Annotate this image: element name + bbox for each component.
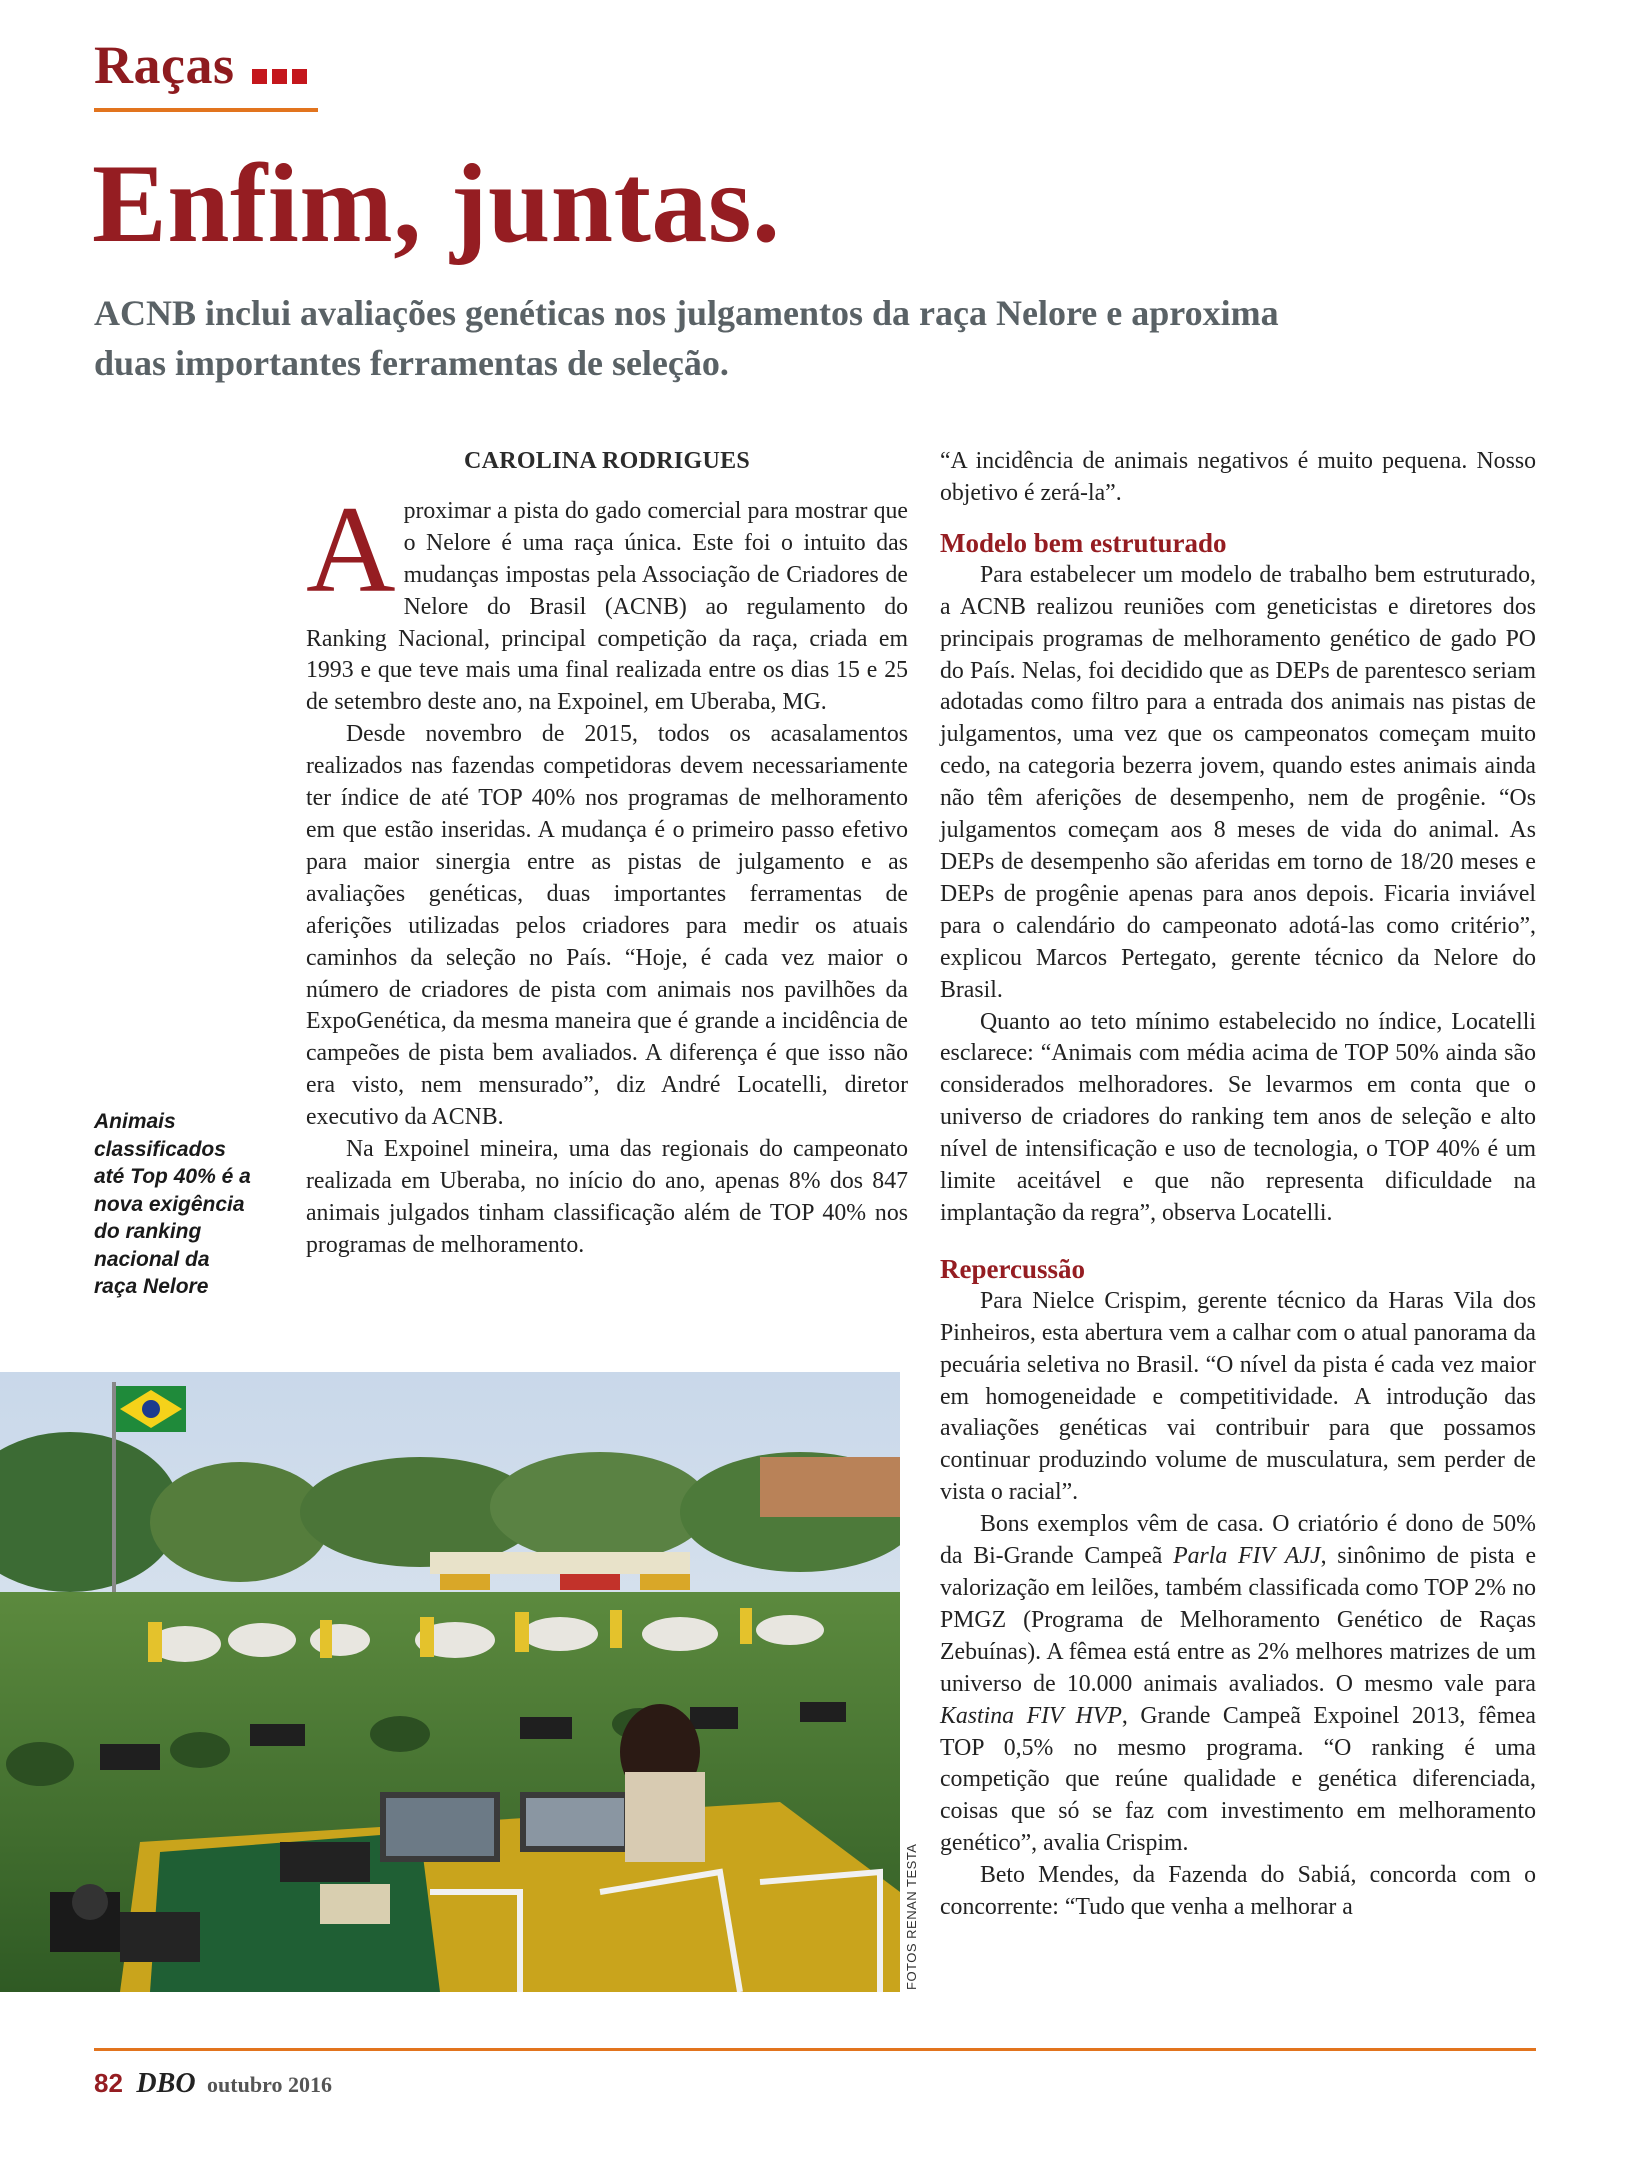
- section-header: [94, 35, 318, 95]
- page-footer: [94, 2068, 332, 2100]
- subhead: ACNB inclui avaliações genéticas nos julgamentos da raça Nelore e aproxima duas importantes ferramentas de seleção.: [94, 293, 1279, 383]
- paragraph-repercussao-2: Bons exemplos vêm de casa. O criatório é dono de 50% da Bi-Grande Campeã Parla FIV AJJ, sinônimo de pista e valorização em leilões, também classificada como TOP 2% no PMGZ (Programa de Melhoramento Genético de Raças Zebuínas). A fêmea está entre as 2% melhores matrizes de um universo de 10.000 animais avaliados. O mesmo vale para Kastina FIV HVP, Grande Campeã Expoinel 2013, fêmea TOP 0,5% no mesmo programa. “O ranking é uma competição que reúne qualidade e genética diferenciada, coisas que só se faz com investimento em melhoramento genético”, avalia Crispim.: [940, 1511, 1537, 1857]
- drop-cap: A: [306, 480, 396, 618]
- animal-name-kastina: Kastina FIV HVP: [940, 1702, 1122, 1729]
- section-label: Raças: [94, 35, 235, 95]
- footer-rule: [94, 2048, 1536, 2051]
- subhead-modelo: Modelo bem estruturado: [940, 527, 1227, 558]
- headline: Enfim, juntas.: [92, 142, 781, 266]
- paragraph-1: Aproximar a pista do gado comercial para mostrar que o Nelore é uma raça única. Este foi o intuito das mudanças impostas pela Associação de Criadores de Nelore do Brasil (ACNB) ao regulamento do Ranking Nacional, principal competição da raça, criada em 1993 e que teve mais uma final realizada entre os dias 15 e 25 de setembro deste ano, na Expoinel, em Uberaba, MG.: [306, 480, 908, 716]
- photo-credit: FOTOS RENAN TESTA: [904, 1843, 919, 1990]
- page-number: 82: [94, 2068, 123, 2098]
- paragraph-quote: “A incidência de animais negativos é muito pequena. Nosso objetivo é zerá-la”.: [940, 448, 1536, 506]
- section-squares-icon: [252, 69, 312, 89]
- paragraph-repercussao-3: Beto Mendes, da Fazenda do Sabiá, concorda com o concorrente: “Tudo que venha a melhorar a: [940, 1862, 1536, 1921]
- paragraph-modelo-1: Para estabelecer um modelo de trabalho bem estruturado, a ACNB realizou reuniões com geneticistas e diretores dos principais programas de melhoramento genético de gado PO do País. Nelas, foi decidido que as DEPs de parentesco seriam adotadas como filtro para a entrada dos animais nas pistas de julgamentos, uma vez que os campeonatos começam muito cedo, na categoria bezerra jovem, quando estes animais ainda não têm aferições de desempenho, nem de progênie. “Os julgamentos começam aos 8 meses de vida do animal. As DEPs de desempenho são aferidas em torno de 18/20 meses e DEPs de progênie apenas para anos depois. Ficaria inviável para o calendário do campeonato adotá-las como critério”, explicou Marcos Pertegato, gerente técnico da Nelore do Brasil.: [940, 561, 1536, 1003]
- magazine-brand: DBO: [136, 2068, 196, 2099]
- subhead-repercussao: Repercussão: [940, 1253, 1085, 1284]
- section-rule: [94, 108, 318, 112]
- paragraph-modelo-2: Quanto ao teto mínimo estabelecido no índice, Locatelli esclarece: “Animais com média acima de TOP 50% ainda são considerados melhoradores. Se levarmos em conta que o universo de criadores do ranking tem anos de seleção e alto nível de intensificação e uso de tecnologia, o TOP 40% é um limite aceitável e que não representa dificuldade na implantação da regra”, observa Locatelli.: [940, 1008, 1536, 1226]
- paragraph-2: Desde novembro de 2015, todos os acasalamentos realizados nas fazendas competidoras devem necessariamente ter índice de até TOP 40% nos programas de melhoramento em que estão inseridas. A mudança é o primeiro passo efetivo para maior sinergia entre as pistas de julgamento e as avaliações genéticas, duas importantes ferramentas de aferições utilizadas pelos criadores para medir os atuais caminhos da seleção no País. “Hoje, é cada vez maior o número de criadores de pista com animais nos pavilhões da ExpoGenética, da mesma maneira que é grande a incidência de campeões de pista bem avaliados. A diferença é que isso não era visto, nem mensurado”, diz André Locatelli, diretor executivo da ACNB.: [306, 721, 908, 1131]
- event-photo: [0, 1372, 900, 1992]
- animal-name-parla: Parla FIV AJJ: [1173, 1543, 1321, 1570]
- paragraph-repercussao-1: Para Nielce Crispim, gerente técnico da Haras Vila dos Pinheiros, esta abertura vem a calhar com o atual panorama da pecuária seletiva no Brasil. “O nível da pista é cada vez maior em homogeneidade e competitividade. A introdução das avaliações genéticas vai contribuir para que possamos continuar produzindo volume de musculatura, sem perder de vista o racial”.: [940, 1287, 1536, 1506]
- paragraph-3: Na Expoinel mineira, uma das regionais do campeonato realizada em Uberaba, no início do ano, apenas 8% dos 847 animais julgados tinham classificação além de TOP 40% nos programas de melhoramento.: [306, 1136, 908, 1258]
- photo-caption: Animais classificados até Top 40% é a nova exigência do ranking nacional da raça Nelore: [94, 1110, 251, 1298]
- byline: CAROLINA RODRIGUES: [463, 448, 751, 474]
- article-column-1: [306, 446, 908, 1262]
- issue-date: outubro 2016: [207, 2072, 332, 2097]
- article-column-2: [940, 446, 1536, 1924]
